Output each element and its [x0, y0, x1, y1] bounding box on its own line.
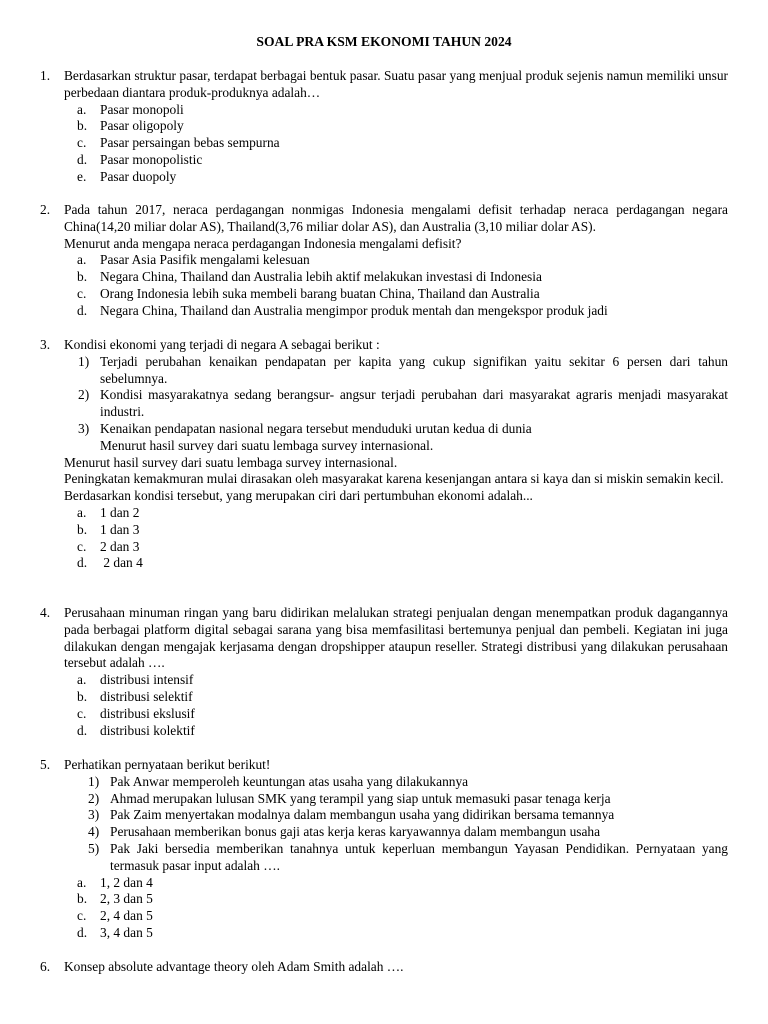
question-5 — [40, 757, 728, 942]
option-b: b. distribusi selektif — [77, 688, 193, 704]
list-item: 2) Ahmad merupakan lulusan SMK yang terampil yang siap untuk memasuki pasar tenaga kerja — [88, 790, 611, 806]
option-e: e. Pasar duopoly — [77, 168, 177, 184]
question-text: Peningkatan kemakmuran mulai dirasakan oleh masyarakat karena kesenjangan antara si kaya dan si miskin semakin kecil. — [64, 471, 724, 487]
question-number: 1. — [40, 68, 51, 83]
list-item: 4) Perusahaan memberikan bonus gaji atas kerja keras karyawannya dalam membangun usaha — [88, 824, 601, 840]
option-c: c. 2, 4 dan 5 — [77, 908, 153, 924]
option-b: b. Pasar oligopoly — [77, 118, 184, 134]
question-number: 2. — [40, 202, 51, 217]
option-c: c. distribusi ekslusif — [77, 705, 195, 721]
question-number: 3. — [40, 337, 51, 352]
option-c: c. 2 dan 3 — [77, 538, 140, 554]
question-number: 5. — [40, 757, 51, 772]
option-d: d. 3, 4 dan 5 — [77, 924, 153, 940]
question-text: Perhatikan pernyataan berikut berikut! — [64, 757, 271, 772]
question-6 — [40, 959, 728, 976]
option-b: b. 1 dan 3 — [77, 521, 140, 537]
list-item: 3) Pak Zaim menyertakan modalnya dalam membangun usaha yang didirikan bersama temannya — [88, 807, 615, 823]
question-prompt: Menurut anda mengapa neraca perdagangan Indonesia mengalami defisit? — [64, 235, 462, 251]
question-prompt: Berdasarkan kondisi tersebut, yang merupakan ciri dari pertumbuhan ekonomi adalah... — [64, 488, 533, 504]
list-item: 1) Terjadi perubahan kenaikan pendapatan per kapita yang cukup signifikan yaitu sekitar 6 persen dari tahun sebelumnya. — [78, 353, 728, 386]
option-b: b. Negara China, Thailand dan Australia lebih aktif melakukan investasi di Indonesia — [77, 269, 542, 285]
question-number: 6. — [40, 959, 51, 974]
option-a: a. 1 dan 2 — [77, 504, 140, 520]
option-a: a. Pasar Asia Pasifik mengalami kelesuan — [77, 252, 310, 268]
option-c: c. Pasar persaingan bebas sempurna — [77, 135, 280, 151]
question-text: Konsep absolute advantage theory oleh Adam Smith adalah …. — [64, 959, 404, 974]
list-item-note: Menurut hasil survey dari suatu lembaga survey internasional. — [100, 437, 434, 453]
list-item: 3) Kenaikan pendapatan nasional negara tersebut menduduki urutan kedua di dunia — [78, 420, 532, 436]
option-d: d. distribusi kolektif — [77, 722, 195, 738]
question-text: Pada tahun 2017, neraca perdagangan nonmigas Indonesia mengalami defisit terhadap neraca perdagangan negara China(14,20 miliar dolar AS), Thailand(3,76 miliar dolar AS), dan Australia (3,10 miliar dolar AS). — [64, 202, 728, 234]
list-item: 2) Kondisi masyarakatnya sedang berangsur- angsur terjadi perubahan dari masyarakat agraris menjadi masyarakat industri. — [78, 387, 728, 420]
option-a: a. 1, 2 dan 4 — [77, 874, 153, 890]
list-item: 1) Pak Anwar memperoleh keuntungan atas usaha yang dilakukannya — [88, 773, 469, 789]
question-1 — [40, 68, 728, 186]
option-a: a. Pasar monopoli — [77, 101, 184, 117]
option-d: d. Pasar monopolistic — [77, 151, 203, 167]
question-text: Kondisi ekonomi yang terjadi di negara A sebagai berikut : — [64, 337, 380, 352]
question-text: Menurut hasil survey dari suatu lembaga survey internasional. — [64, 454, 398, 470]
option-d: d. 2 dan 4 — [77, 555, 143, 571]
option-d: d. Negara China, Thailand dan Australia mengimpor produk mentah dan mengekspor produk jadi — [77, 302, 608, 318]
option-b: b. 2, 3 dan 5 — [77, 891, 153, 907]
option-c: c. Orang Indonesia lebih suka membeli barang buatan China, Thailand dan Australia — [77, 285, 540, 301]
list-item: 5) Pak Jaki bersedia memberikan tanahnya untuk keperluan membangun Yayasan Pendidikan. Pernyataan yang termasuk pasar input adalah …. — [88, 840, 728, 873]
question-text: Berdasarkan struktur pasar, terdapat berbagai bentuk pasar. Suatu pasar yang menjual produk sejenis namun memiliki unsur perbedaan diantara produk-produknya adalah… — [64, 68, 728, 100]
question-2 — [40, 202, 728, 320]
document-title: SOAL PRA KSM EKONOMI TAHUN 2024 — [256, 34, 512, 49]
question-text: Perusahaan minuman ringan yang baru didirikan melalukan strategi penjualan dengan menempatkan produk dagangannya pada berbagai platform digital sebagai sarana yang bisa memfasilitasi bertemunya penjual dan pembeli. Kegiatan ini juga dilakukan dengan mengajak kerjasama dengan dropshipper ataupun reseller. Strategi distribusi yang dilakukan perusahaan tersebut adalah …. — [64, 605, 728, 671]
question-3 — [40, 337, 728, 572]
option-a: a. distribusi intensif — [77, 672, 194, 688]
question-4 — [40, 605, 728, 739]
question-number: 4. — [40, 605, 51, 620]
